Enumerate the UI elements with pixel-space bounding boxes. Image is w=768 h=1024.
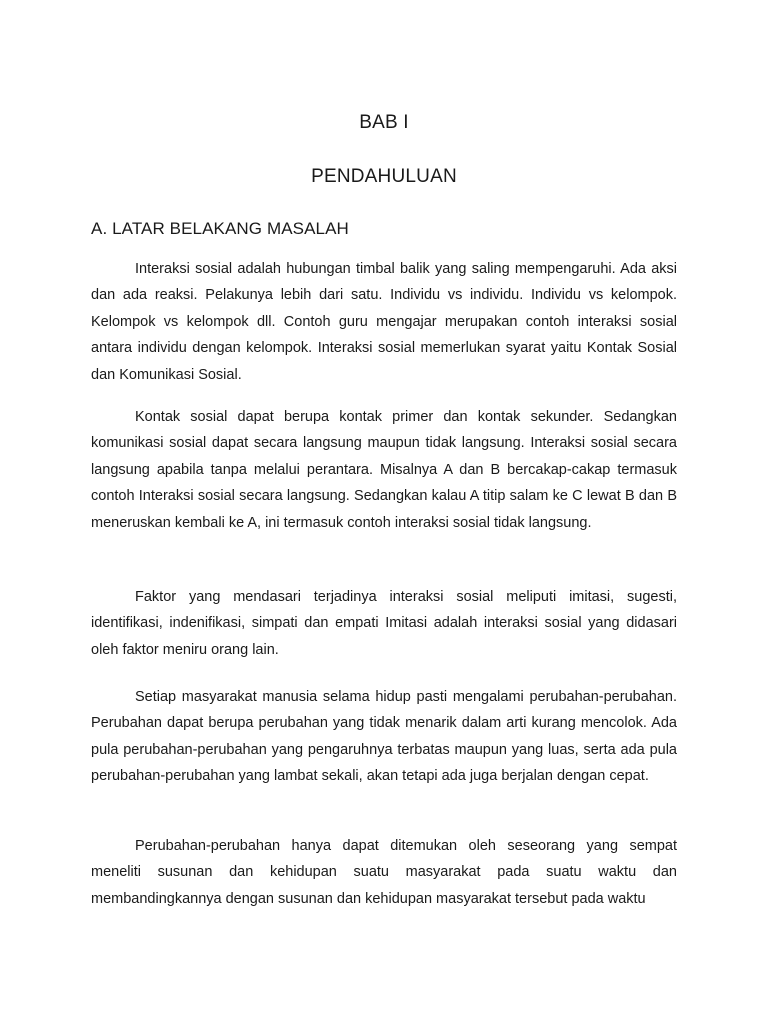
paragraph-2: Kontak sosial dapat berupa kontak primer dan kontak sekunder. Sedangkan komunikasi sosial dapat secara langsung maupun tidak langsung. Interaksi sosial secara langsung apabila tanpa melalui perantara. Misalnya A dan B bercakap-cakap termasuk contoh Interaksi sosial secara langsung. Sedangkan kalau A titip salam ke C lewat B dan B meneruskan kembali ke A, ini termasuk contoh interaksi sosial tidak langsung.: [91, 409, 677, 531]
paragraph-4: Setiap masyarakat manusia selama hidup pasti mengalami perubahan-perubahan. Perubahan dapat berupa perubahan yang tidak menarik dalam arti kurang mencolok. Ada pula perubahan-perubahan yang pengaruhnya terbatas maupun yang luas, serta ada pula perubahan-perubahan yang lambat sekali, akan tetapi ada juga berjalan dengan cepat.: [91, 689, 677, 785]
paragraph-5: Perubahan-perubahan hanya dapat ditemukan oleh seseorang yang sempat meneliti susunan dan kehidupan suatu masyarakat pada suatu waktu dan membandingkannya dengan susunan dan kehidupan masyarakat tersebut pada waktu: [91, 838, 677, 907]
section-heading: A. LATAR BELAKANG MASALAH: [91, 219, 349, 238]
paragraph-1: Interaksi sosial adalah hubungan timbal balik yang saling mempengaruhi. Ada aksi dan ada reaksi. Pelakunya lebih dari satu. Individu vs individu. Individu vs kelompok. Kelompok vs kelompok dll. Contoh guru mengajar merupakan contoh interaksi sosial antara individu dengan kelompok. Interaksi sosial memerlukan syarat yaitu Kontak Sosial dan Komunikasi Sosial.: [91, 261, 677, 383]
chapter-title: PENDAHULUAN: [311, 166, 457, 187]
paragraph-3: Faktor yang mendasari terjadinya interaksi sosial meliputi imitasi, sugesti, identifikasi, indenifikasi, simpati dan empati Imitasi adalah interaksi sosial yang didasari oleh faktor meniru orang lain.: [91, 589, 677, 658]
chapter-number: BAB I: [359, 112, 409, 133]
